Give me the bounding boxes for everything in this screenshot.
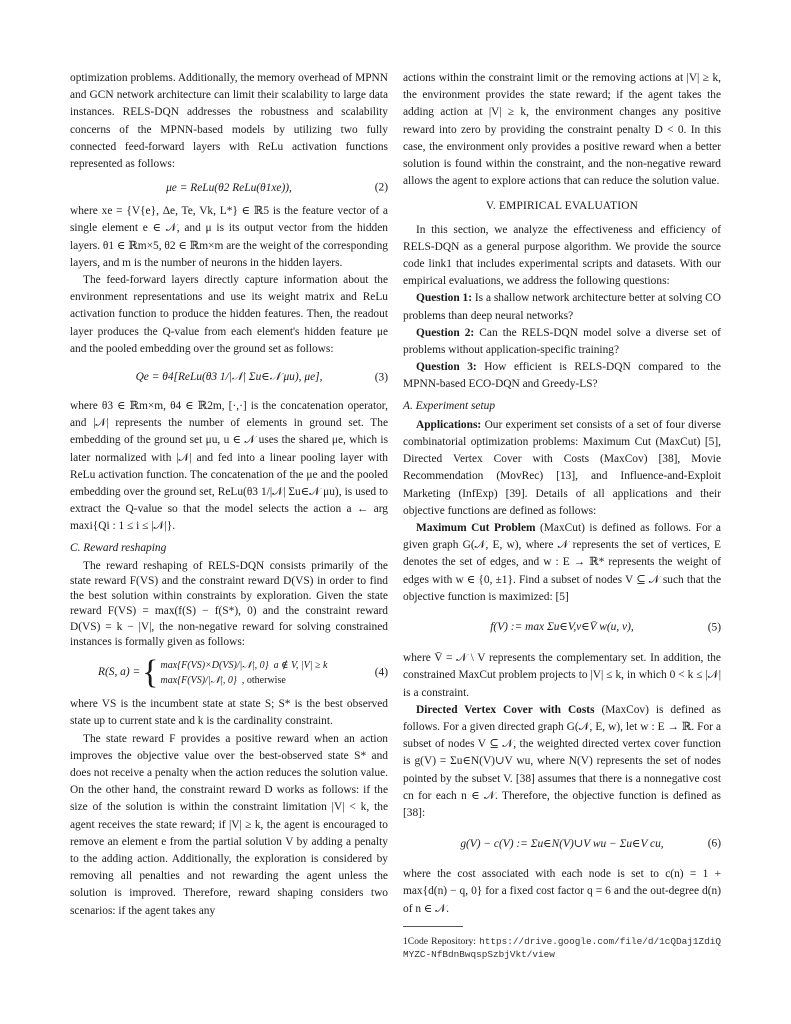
equation-5-body: f(V) := max Σu∈V,v∈V̄ w(u, v), — [490, 621, 634, 634]
section-5-heading: V. EMPIRICAL EVALUATION — [485, 200, 639, 213]
equation-4-cases — [161, 658, 328, 688]
applications-label: Applications: — [416, 418, 482, 431]
applications-paragraph — [403, 417, 721, 520]
equation-6-body: g(V) − c(V) := Σu∈N(V)∪V wu − Σu∈V cu, — [460, 837, 664, 850]
subsection-c-heading: C. Reward reshaping — [70, 541, 167, 554]
question-1-label: Question 1: — [416, 292, 473, 305]
right-paragraph-2: In this section, we analyze the effectiveness and efficiency of RELS-DQN as a general purpose algorithm. We provide the source code link1 that includes experimental scripts and datasets. With our empirical evaluations, we address the following questions: — [403, 223, 721, 288]
left-column — [70, 70, 388, 920]
equation-4-case-1-cond: a ∉ V, |V| ≥ k — [273, 660, 328, 672]
equation-6 — [403, 822, 721, 866]
left-paragraph-3: The feed-forward layers directly capture information about the environment representations and use its weight matrix and ReLu activation function to produce the hidden features. Then, the readout layer produces the Q-value from each element's hidden feature μe and the pooled embedding over the ground set as follows: — [70, 274, 388, 355]
maxcut-paragraph — [403, 520, 721, 606]
equation-4-case-2-cond: , otherwise — [241, 675, 286, 687]
applications-text: Our experiment set consists of a set of four diverse combinatorial optimization problems: Maximum Cut (MaxCut) [5], Directed Vertex Cover with Costs (MaxCov) [38], Movie Recommendation (MovRec) [13], and Influence-and-Exploit Marketing (InfExp) [39]. Details of all applications and their objective functions are defined as follows: — [403, 418, 721, 517]
left-paragraph-2: where xe = {V{e}, Δe, Te, Vk, L*} ∈ ℝ5 is the feature vector of a single element e ∈ 𝒩, and μ is its output vector from the hidden layers. θ1 ∈ ℝm×5, θ2 ∈ ℝm×m are the weight of the corresponding layers, and m is the number of neurons in the hidden layers. — [70, 205, 388, 269]
right-paragraph-4: where the cost associated with each node is set to c(n) = 1 + max{d(n) − q, 0} for a fixed cost factor q = 6 and the out-degree d(n) of n ∈ 𝒩. — [403, 868, 721, 915]
footnote-label: 1Code Repository: — [403, 935, 476, 947]
equation-3-body: Qe = θ4[ReLu(θ3 1/|𝒩| Σu∈𝒩 μu), μe], — [135, 371, 323, 384]
footnote-1 — [403, 935, 721, 961]
equation-5-number: (5) — [707, 621, 721, 634]
subsection-a-heading: A. Experiment setup — [403, 399, 496, 412]
right-paragraph-1: actions within the constraint limit or the removing actions at |V| ≥ k, the environment provides the state reward; if the agent takes the adding action at |V| ≥ k, the environment changes any positive reward into zero by providing the constraint penalty D < 0. In this case, the environment only provides a positive reward when a better solution is found within the constraint, and the non-negative reward allows the agent to explore actions that can reduce the solution value. — [403, 72, 721, 188]
equation-3 — [70, 358, 388, 398]
footnote-rule — [403, 926, 463, 927]
equation-4-case-2-expr: max{F(VS)/|𝒩|, 0} — [160, 675, 237, 687]
equation-4-lhs: R(S, a) = — [98, 666, 141, 679]
equation-4 — [70, 650, 388, 696]
question-2 — [403, 325, 721, 359]
left-paragraph-1: optimization problems. Additionally, the memory overhead of MPNN and GCN network architecture can limit their scalability to large data instances. RELS-DQN addresses the robustness and scalability concerns of the MPNN-based models by utilizing two fully connected feed-forward layers with ReLu activation functions represented as follows: — [70, 72, 388, 171]
question-3-label: Question 3: — [416, 361, 477, 374]
left-paragraph-7: The state reward F provides a positive reward when an action improves the objective value over the best-observed state S* and does not receive a penalty when the action reduces the solution value. On the other hand, the constraint reward D works as follows: if the size of the solution is within the constraint limitation |V| < k, the agent receives the state reward; if |V| ≥ k, the agent is encouraged to remove an element e from the partial solution V by adding a penalty to the adding action. Additionally, the exploration is considered by removing all penalties and not rewarding the agent unless the solution is improved. Therefore, reward shaping considers two scenarios: if the agent takes any — [70, 732, 388, 917]
left-paragraph-6: where VS is the incumbent state at state S; S* is the best observed state up to current state and k is the cardinality constraint. — [70, 698, 388, 728]
maxcov-paragraph — [403, 702, 721, 822]
equation-4-case-2 — [161, 673, 328, 688]
maxcut-label: Maximum Cut Problem — [416, 522, 536, 535]
right-paragraph-3: where V̄ = 𝒩 \ V represents the complementary set. In addition, the constrained MaxCut problem projects to |V| ≤ k, in which 0 < k ≤ |𝒩| is a constraint. — [403, 652, 721, 699]
question-3 — [403, 359, 721, 393]
left-paragraph-5: The reward reshaping of RELS-DQN consists primarily of the state reward F(VS) and the constraint reward D(VS) in order to find the best solution within constraints by exploration. Given the state reward F(VS) = max(f(S) − f(S*), 0) and the constraint reward D(VS) = k − |V|, the non-negative reward for solving constrained instances is formally given as follows: — [70, 559, 388, 648]
maxcov-text: (MaxCov) is defined as follows. For a given directed graph G(𝒩, E, w), let w : E → ℝ. For a subset of nodes V ⊆ 𝒩, the weighted directed vertex cover function is g(V) = Σu∈N(V)∪V wu, where N(V) represents the set of nodes pointed by the subset V. [38] assumes that there is a nonnegative cost cn for each n ∈ 𝒩. Therefore, the objective function is defined as [38]: — [403, 703, 721, 819]
question-1 — [403, 290, 721, 324]
maxcov-label: Directed Vertex Cover with Costs — [416, 703, 595, 716]
equation-4-case-1 — [161, 658, 328, 673]
equation-3-number: (3) — [374, 371, 388, 384]
right-column — [403, 70, 721, 961]
equation-6-number: (6) — [707, 837, 721, 850]
equation-2 — [70, 173, 388, 203]
question-2-label: Question 2: — [416, 326, 475, 339]
equation-2-number: (2) — [374, 181, 388, 194]
equation-4-brace: { — [142, 654, 159, 692]
question-2-text: Can the RELS-DQN model solve a diverse set of problems without application-specific training? — [403, 326, 721, 357]
left-paragraph-4: where θ3 ∈ ℝm×m, θ4 ∈ ℝ2m, [·,·] is the concatenation operator, and |𝒩| represents the number of elements in ground set. The embedding of the ground set μu, u ∈ 𝒩 uses the shared μe, which is later normalized with |𝒩| and fed into a linear pooling layer with ReLu activation function. The concatenation of the μe and the pooled embedding over the ground set, ReLu(θ3 1/|𝒩| Σu∈𝒩 μu), is used to extract the Q-value so that the model selects the action a ← arg maxi{Qi : 1 ≤ i ≤ |𝒩|}. — [70, 400, 388, 533]
question-3-text: How efficient is RELS-DQN compared to the MPNN-based ECO-DQN and Greedy-LS? — [403, 361, 721, 391]
equation-4-case-1-expr: max{F(VS)×D(VS)/|𝒩|, 0} — [160, 660, 269, 672]
equation-4-number: (4) — [374, 666, 388, 679]
equation-2-body: μe = ReLu(θ2 ReLu(θ1xe)), — [166, 181, 292, 194]
equation-5 — [403, 606, 721, 650]
footnote-url-link[interactable]: https://drive.google.com/file/d/1cQDaj1ZdiQMYZC-NfBdnBwqspSzbjVkt/view — [403, 935, 721, 960]
maxcut-text: (MaxCut) is defined as follows. For a given graph G(𝒩, E, w), where 𝒩 represents the set of vertices, E denotes the set of edges, and w : E → ℝ* represents the weight of edges with w ∈ {0, ±1}. Find a subset of nodes V ⊆ 𝒩 such that the objective function is maximized: [5] — [403, 522, 721, 603]
question-1-text: Is a shallow network architecture better at solving CO problems than deep neural networks? — [403, 292, 721, 322]
